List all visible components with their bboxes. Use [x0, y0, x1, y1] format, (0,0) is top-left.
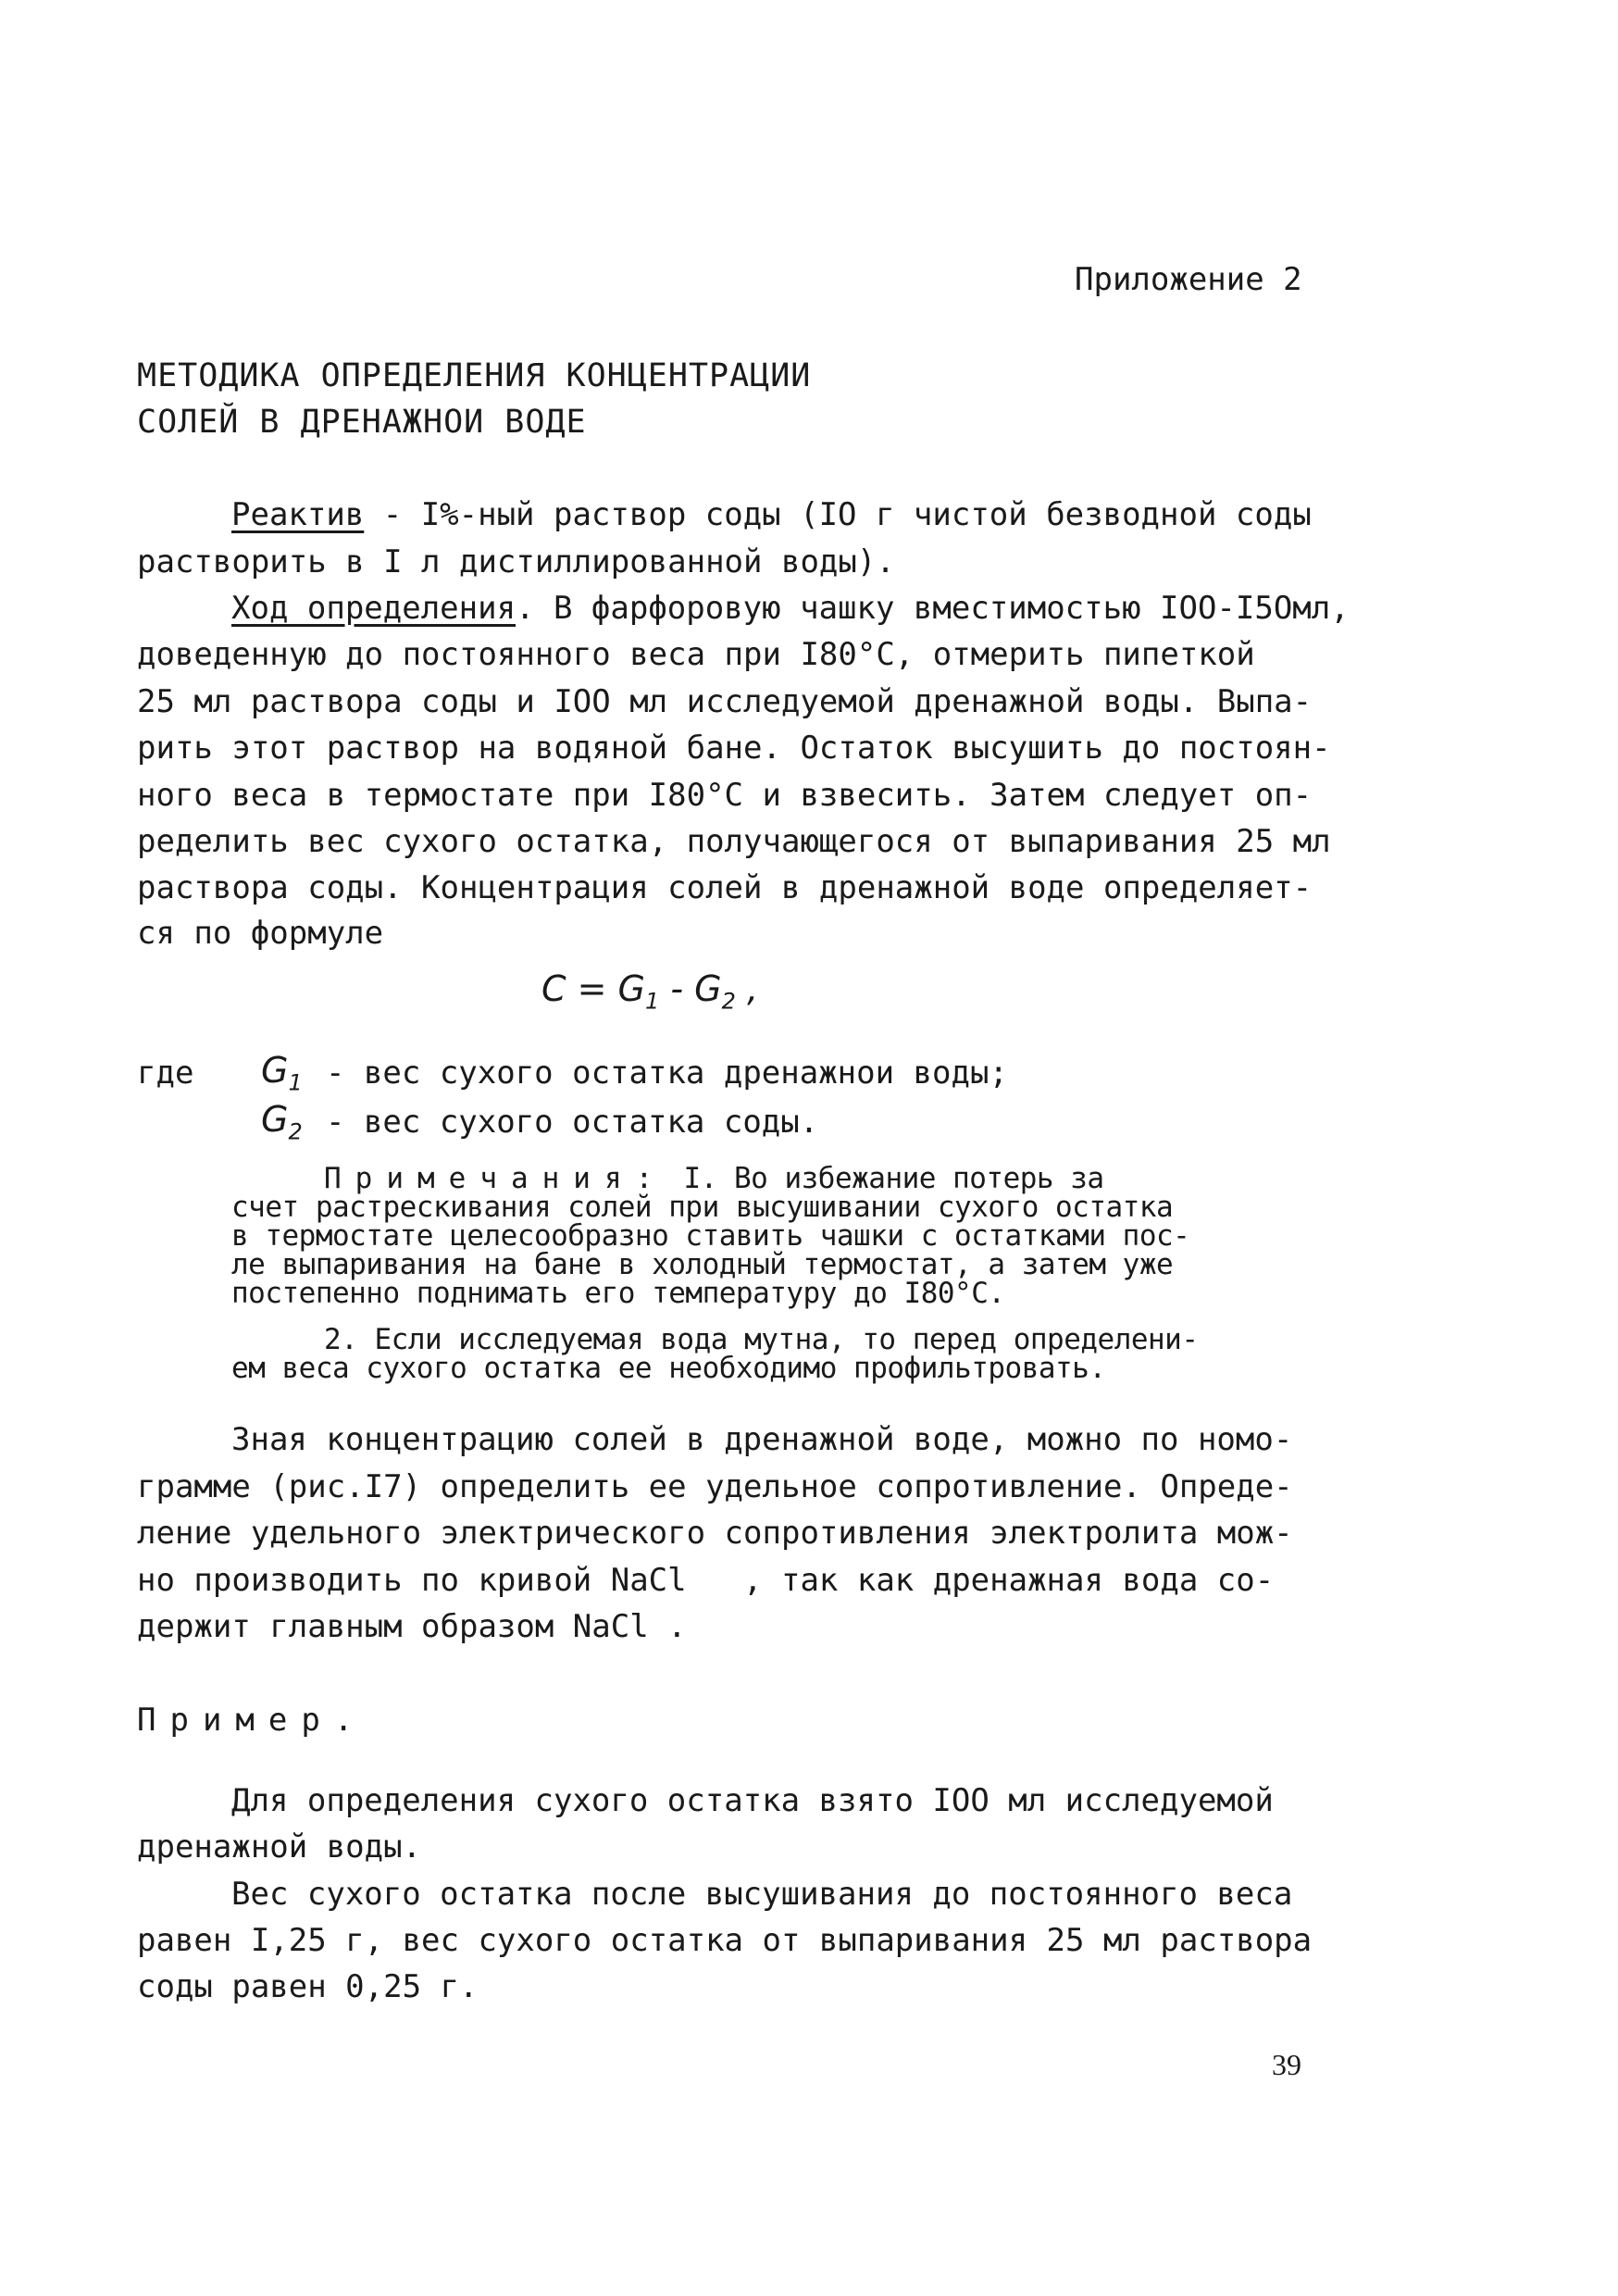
reagent-text: - I%-ный раствор соды (IO г чистой безводной соды — [364, 496, 1312, 533]
document-title-line-2: СОЛЕЙ В ДРЕНАЖНОИ ВОДЕ — [137, 404, 587, 441]
conclusion-line: Зная концентрацию солей в дренажной воде, можно по номо- — [231, 1421, 1293, 1458]
where-definition-1: - вес сухого остатка дренажнои воды; — [326, 1054, 1008, 1092]
note-1-line: счет растрескивания солей при высушивании сухого остатка — [231, 1191, 1174, 1224]
procedure-paragraph-line-1 — [231, 590, 1350, 627]
reagent-paragraph-line-1 — [231, 496, 1312, 533]
note-1-line-1 — [324, 1162, 1104, 1195]
procedure-line: 25 мл раствора соды и IOO мл исследуемой дренажной воды. Выпа- — [137, 683, 1313, 720]
formula-subscript-2: 2 — [721, 988, 736, 1015]
note-1-line: ле выпаривания на бане в холодный термостат, а затем уже — [231, 1248, 1174, 1281]
document-title-line-1: МЕТОДИКА ОПРЕДЕЛЕНИЯ КОНЦЕНТРАЦИИ — [137, 357, 812, 394]
conclusion-line: но производить по кривой NaCl , так как дренажная вода со- — [137, 1562, 1275, 1599]
notes-heading: Примечания: — [324, 1162, 667, 1195]
formula — [541, 970, 758, 1020]
formula-lhs: C = G — [541, 968, 645, 1009]
example-line: дренажной воды. — [137, 1828, 422, 1866]
procedure-line: ся по формуле — [137, 915, 384, 952]
example-heading: Пример. — [137, 1702, 367, 1739]
note-1-line: постепенно поднимать его температуру до I80°C. — [231, 1277, 1005, 1310]
where-symbol-2: $G_2$ — [261, 1099, 303, 1145]
page-number: 39 — [1272, 2048, 1301, 2081]
conclusion-line: держит главным образом NaCl . — [137, 1608, 687, 1645]
procedure-line: ного веса в термостате при I80°C и взвесить. Затем следует оп- — [137, 777, 1313, 814]
where-definition-2: - вес сухого остатка соды. — [326, 1104, 819, 1141]
procedure-line: ределить вес сухого остатка, получающегося от выпаривания 25 мл — [137, 823, 1331, 860]
procedure-line: доведенную до постоянного веса при I80°C, отмерить пипеткой — [137, 636, 1255, 673]
example-line: равен I,25 г, вес сухого остатка от выпаривания 25 мл раствора — [137, 1922, 1313, 1959]
procedure-label: Ход определения — [231, 590, 517, 627]
example-line: соды равен 0,25 г. — [137, 1968, 479, 2005]
note-1-start: I. Во избежание потерь за — [666, 1162, 1104, 1195]
conclusion-line: грамме (рис.I7) определить ее удельное сопротивление. Опреде- — [137, 1468, 1293, 1505]
note-2-line-1: 2. Если исследуемая вода мутна, то перед определени- — [324, 1323, 1199, 1356]
formula-comma: , — [735, 968, 759, 1009]
procedure-line: раствора соды. Концентрация солей в дренажной воде определяет- — [137, 869, 1313, 906]
reagent-label: Реактив — [231, 496, 365, 533]
formula-subscript-1: 1 — [644, 988, 660, 1015]
conclusion-line: ление удельного электрического сопротивления электролита мож- — [137, 1515, 1293, 1552]
procedure-text: . В фарфоровую чашку вместимостью IOO-I5Oмл, — [516, 590, 1350, 627]
appendix-label: Приложение 2 — [1075, 261, 1302, 298]
reagent-paragraph-line-2: растворить в I л дистиллированной воды). — [137, 543, 895, 580]
formula-minus: - G — [659, 968, 722, 1009]
note-1-line: в термостате целесообразно ставить чашки с остатками пос- — [231, 1219, 1190, 1253]
procedure-line: рить этот раствор на водяной бане. Остаток высушить до постоян- — [137, 730, 1331, 767]
where-word: где — [137, 1054, 194, 1092]
example-line: Вес сухого остатка после высушивания до постоянного веса — [231, 1876, 1293, 1913]
example-line: Для определения сухого остатка взято IOO мл исследуемой — [231, 1782, 1274, 1819]
note-2-line-2: ем веса сухого остатка ее необходимо профильтровать. — [231, 1352, 1106, 1385]
where-symbol-1: $G_1$ — [261, 1050, 303, 1096]
